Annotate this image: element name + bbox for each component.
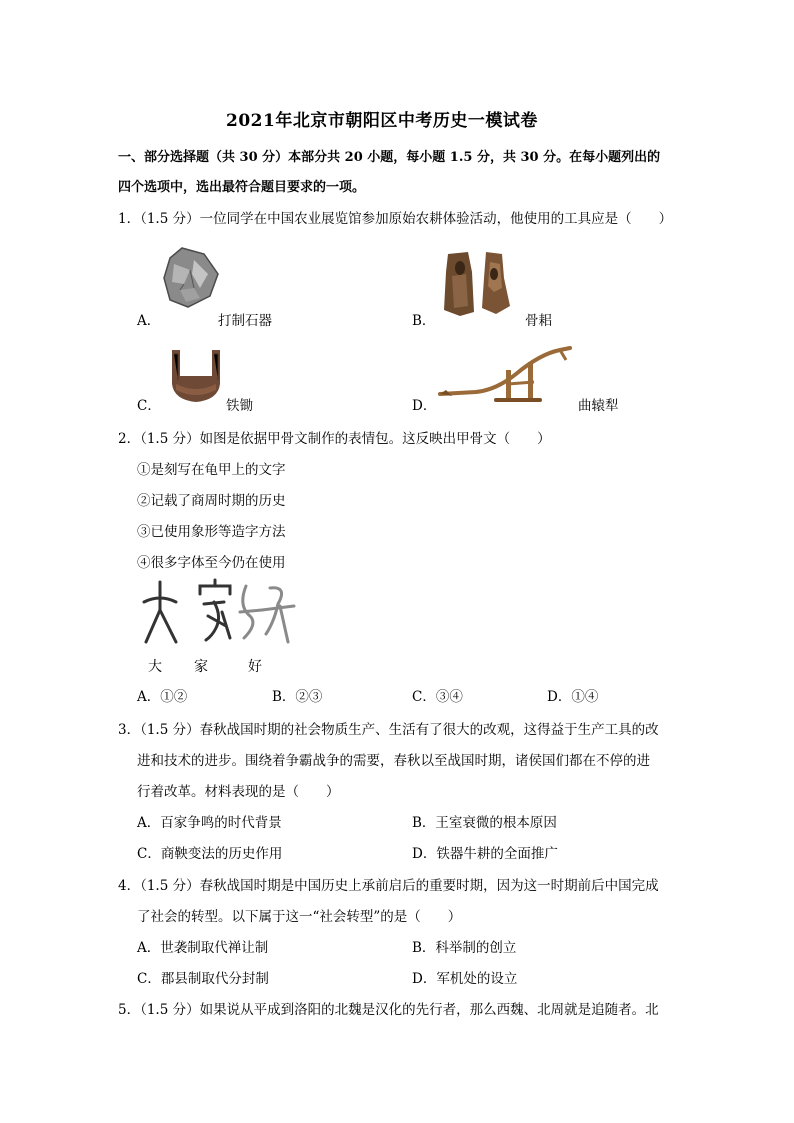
q4-option-c[interactable]: C．郡县制取代分封制 (137, 971, 269, 987)
oracle-label-1: 大 (148, 659, 162, 675)
q2-item-2: ②记载了商周时期的历史 (137, 493, 286, 509)
q1-option-b-letter[interactable]: B． (412, 313, 436, 329)
q2-stem: 2．（1.5 分）如图是依据甲骨文制作的表情包。这反映出甲骨文（ ） (118, 431, 551, 447)
q4-option-d[interactable]: D．军机处的设立 (412, 971, 518, 987)
oracle-char-hao-icon (240, 586, 294, 642)
iron-hoe-icon (166, 346, 226, 406)
q3-line-1: 3．（1.5 分）春秋战国时期的社会物质生产、生活有了很大的改观，这得益于生产工具的改 (118, 722, 659, 738)
curved-plow-icon (436, 344, 576, 406)
q1-option-b-caption: 骨耜 (525, 313, 552, 329)
q2-item-1: ①是刻写在龟甲上的文字 (137, 462, 286, 478)
q4-line-2: 了社会的转型。以下属于这一“社会转型”的是（ ） (137, 909, 462, 925)
stone-tool-icon (160, 244, 222, 310)
q2-option-a[interactable]: A．①② (137, 689, 188, 705)
section-header-line2: 四个选项中，选出最符合题目要求的一项。 (118, 180, 366, 195)
oracle-label-3: 好 (248, 659, 262, 675)
oracle-bone-figure (138, 576, 298, 650)
q3-option-b[interactable]: B．王室衰微的根本原因 (412, 815, 557, 831)
page-title: 2021年北京市朝阳区中考历史一模试卷 (226, 111, 538, 131)
q2-option-c[interactable]: C．③④ (412, 689, 463, 705)
q2-option-b[interactable]: B．②③ (272, 689, 323, 705)
section-header-line1: 一、部分选择题（共 30 分）本部分共 20 小题，每小题 1.5 分，共 30 分。在每小题列出的 (118, 150, 661, 165)
oracle-char-jia-icon (200, 580, 230, 640)
q1-option-c-caption: 铁锄 (226, 398, 253, 414)
q2-item-3: ③已使用象形等造字方法 (137, 524, 286, 540)
q1-option-c-letter[interactable]: C． (137, 398, 161, 414)
q3-line-3: 行着改革。材料表现的是（ ） (137, 784, 340, 800)
q4-option-a[interactable]: A．世袭制取代禅让制 (137, 940, 269, 956)
q3-option-d[interactable]: D．铁器牛耕的全面推广 (412, 846, 558, 862)
bone-spade-icon (438, 248, 520, 320)
q2-item-4: ④很多字体至今仍在使用 (137, 555, 286, 571)
q1-option-a-letter[interactable]: A． (137, 313, 161, 329)
q3-line-2: 进和技术的进步。围绕着争霸战争的需要，春秋以至战国时期，诸侯国们都在不停的进 (137, 753, 650, 769)
q3-option-a[interactable]: A．百家争鸣的时代背景 (137, 815, 282, 831)
q1-stem: 1．（1.5 分）一位同学在中国农业展览馆参加原始农耕体验活动，他使用的工具应是（ ） (118, 211, 673, 227)
q3-option-c[interactable]: C．商鞅变法的历史作用 (137, 846, 283, 862)
oracle-label-2: 家 (194, 659, 208, 675)
q1-option-d-letter[interactable]: D． (412, 398, 437, 414)
q1-option-d-caption: 曲辕犁 (578, 398, 619, 414)
q4-option-b[interactable]: B．科举制的创立 (412, 940, 517, 956)
q4-line-1: 4．（1.5 分）春秋战国时期是中国历史上承前启后的重要时期，因为这一时期前后中国完成 (118, 878, 659, 894)
q2-option-d[interactable]: D．①④ (547, 689, 599, 705)
oracle-char-da-icon (144, 582, 176, 642)
q5-line-1: 5．（1.5 分）如果说从平成到洛阳的北魏是汉化的先行者，那么西魏、北周就是追随者。北 (118, 1002, 659, 1018)
q1-option-a-caption: 打制石器 (218, 313, 272, 329)
